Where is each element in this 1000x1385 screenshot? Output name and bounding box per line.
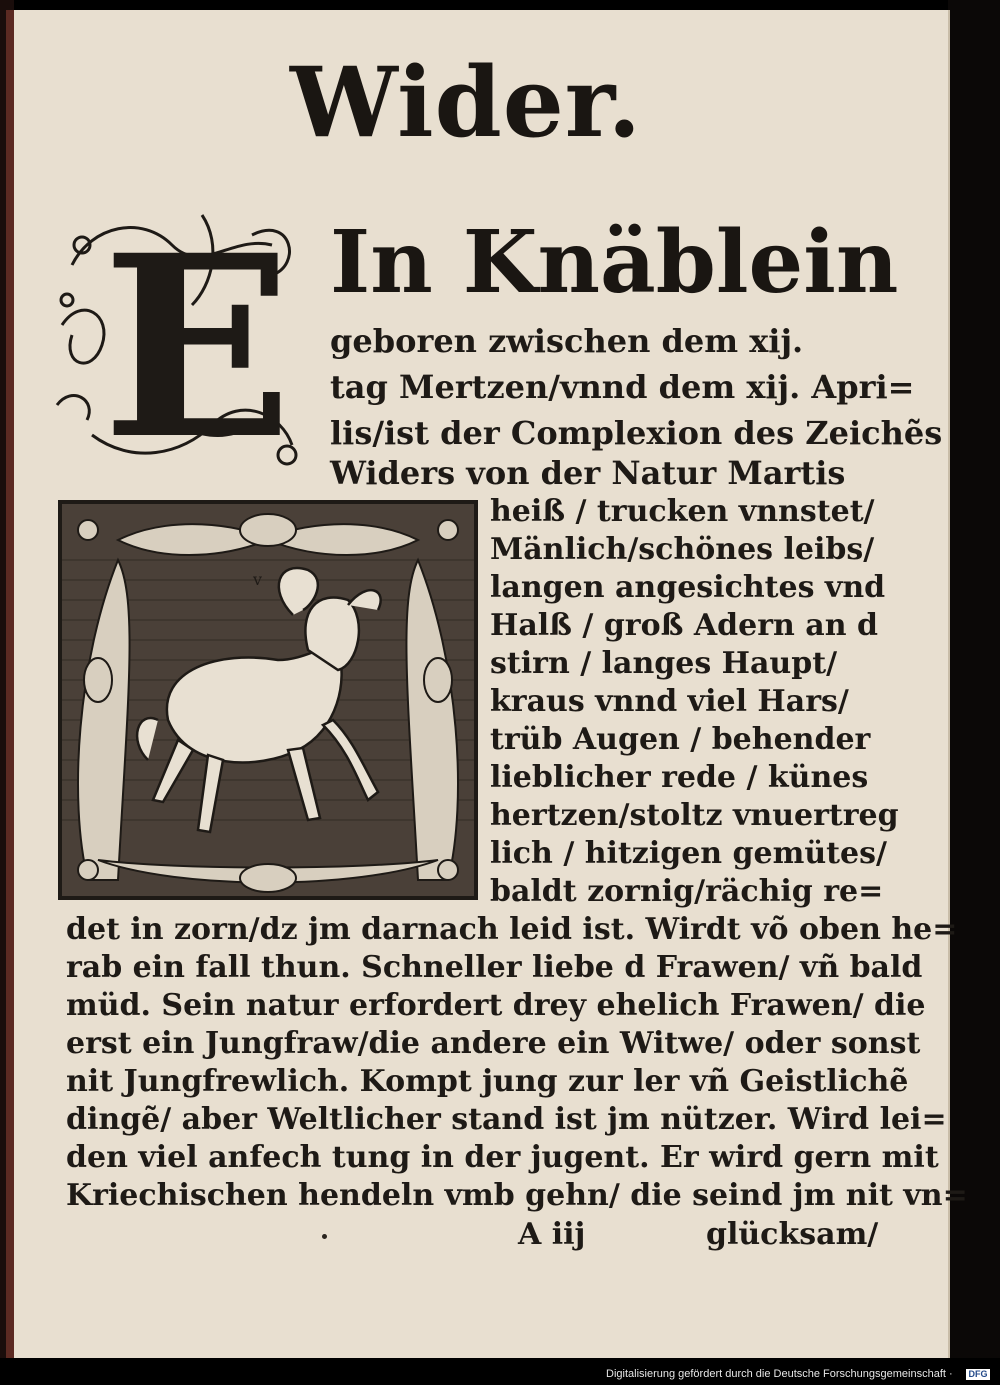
- body-line: nit Jungfrewlich. Kompt jung zur ler vñ Geistlichẽ: [66, 1064, 909, 1099]
- body-line: heiß / trucken vnnstet/: [490, 494, 875, 529]
- body-line: lieblicher rede / künes: [490, 760, 869, 795]
- page-dot-mark: [322, 1234, 327, 1239]
- body-line: dingẽ/ aber Weltlicher stand ist jm nützer. Wird lei=: [66, 1102, 947, 1137]
- body-line: trüb Augen / behender: [490, 722, 871, 757]
- body-line: Halß / groß Adern an d: [490, 608, 878, 643]
- initial-glyph: E: [102, 205, 293, 475]
- decorated-initial-letter: [52, 205, 312, 475]
- body-line: kraus vnnd viel Hars/: [490, 684, 849, 719]
- aries-ram-woodcut: [58, 500, 478, 900]
- scan-margin-right: [948, 0, 1000, 1358]
- body-line: Widers von der Natur Martis: [330, 454, 846, 492]
- body-line: den viel anfech tung in der jugent. Er wird gern mit: [66, 1140, 939, 1175]
- body-line: stirn / langes Haupt/: [490, 646, 838, 681]
- body-line: erst ein Jungfraw/die andere ein Witwe/ oder sonst: [66, 1026, 921, 1061]
- body-line: hertzen/stoltz vnuertreg: [490, 798, 899, 833]
- opening-heading: In Knäblein: [330, 212, 899, 313]
- body-line: det in zorn/dz jm darnach leid ist. Wirdt võ oben he=: [66, 912, 958, 947]
- body-line: geboren zwischen dem xij.: [330, 322, 804, 360]
- signature-mark: A iij: [518, 1217, 586, 1252]
- woodcut-letter: v: [253, 570, 263, 589]
- body-line: lis/ist der Complexion des Zeichẽs: [330, 414, 943, 452]
- dfg-logo: DFG: [966, 1369, 990, 1380]
- digitization-credit: Digitalisierung gefördert durch die Deutsche Forschungsgemeinschaft ·: [606, 1368, 953, 1380]
- body-line: lich / hitzigen gemütes/: [490, 836, 887, 871]
- body-line: Mänlich/schönes leibs/: [490, 532, 875, 567]
- catchword: glücksam/: [706, 1217, 879, 1252]
- body-line: Kriechischen hendeln vmb gehn/ die seind jm nit vn=: [66, 1178, 968, 1213]
- body-line: müd. Sein natur erfordert drey ehelich Frawen/ die: [66, 988, 926, 1023]
- body-line: baldt zornig/rächig re=: [490, 874, 884, 909]
- body-line: tag Mertzen/vnnd dem xij. Apri=: [330, 368, 915, 406]
- body-line: langen angesichtes vnd: [490, 570, 886, 605]
- page-spine-edge: [6, 10, 14, 1358]
- body-line: rab ein fall thun. Schneller liebe d Frawen/ vñ bald: [66, 950, 923, 985]
- page-title: Wider.: [290, 46, 642, 159]
